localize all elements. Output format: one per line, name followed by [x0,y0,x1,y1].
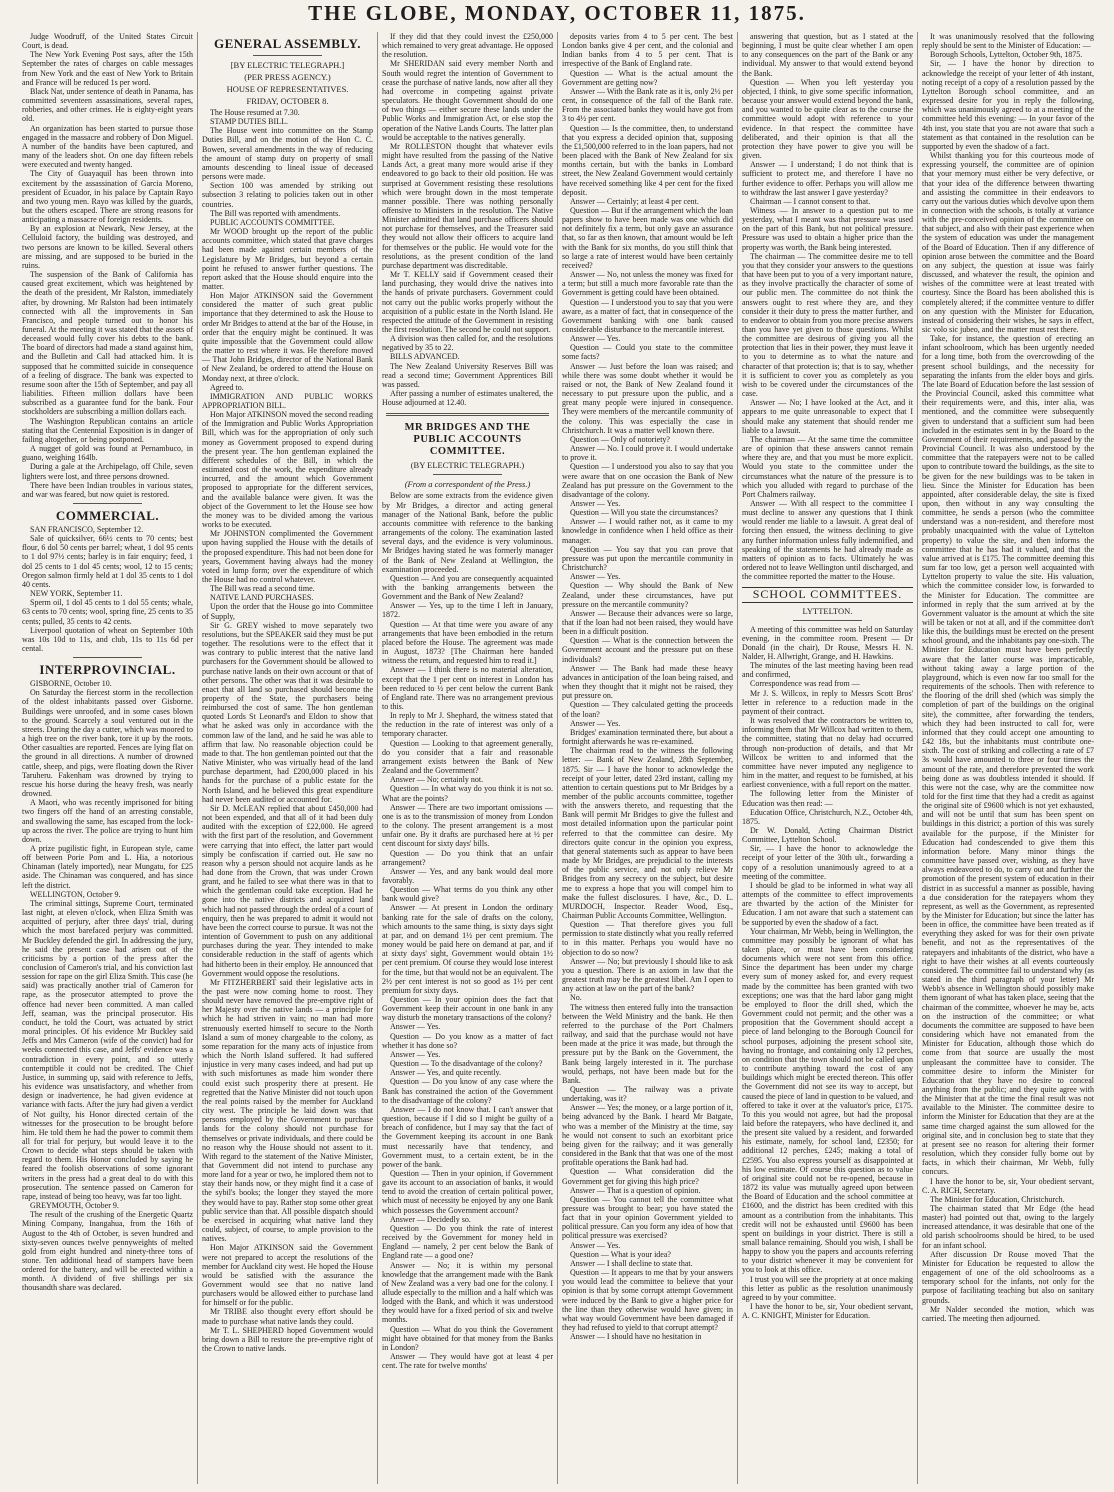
paragraph: Answer — Yes. [570,572,621,582]
paragraph: Question — What is the actual amount the Government are getting now? [562,68,733,87]
paragraph: Question — What consideration did the Government get for giving this high price? [562,1167,733,1186]
paragraph: Question — The railway was a private undertaking, was it? [562,1084,733,1104]
divider [433,474,501,475]
paragraph: Question — That therefore gives you full permission to state distinctly what you really referred to in this matter. Perhaps you would have no objection to do so now? [562,920,733,957]
paragraph: Answer — Yes. [570,498,621,508]
paragraph: Below are some extracts from the evidence given by Mr Bridges, a director and acting general manager of the National Bank, before the public accounts committee with reference to the banking arrangements of the colony. The examination lasted several days, and the evidence is very voluminous. Mr Bridges having stated he was formerly manager of the Bank of New Zealand at Wellington, the examination proceeded. [382,491,553,574]
paragraph: Bridges' examination terminated there, but about a fortnight afterwards he was re-examined. [562,727,733,747]
paragraph: The result of the crushing of the Energetic Quartz Mining Company, Inangahua, from the 16th of August to the 4th of October, is seven hundred and sixty-seven ounces twelve pennyweights of melted gold from eight hundred and ninety-three tons of stone. Ten additional head of stampers have been ordered for the battery, and will be erected within a month. A dividend of five shillings per six thousandth share was declared. [22,1210,193,1293]
paragraph: The chairman — At the same time the committee are of opinion that these answers cannot remain where they are, and that you must be more explicit. Would you state to the committee under the circumstances what the nature of the pressure is to which you alluded with regard to purchase of the Port Chalmers railway. [742,434,913,499]
paragraph: Answer — Yes, and quite recently. [390,1068,502,1078]
paragraph: The suspension of the Bank of California has caused great excitement, which was heightened by the death of the president, Mr Ralston, immediately after, by drowning. Mr Ralston had been intimately connected with all the improvements in San Francisco, and people turned out to honor his funeral. At the meeting it was stated that the assets of deceased would fully cover his debts to the bank. The board of directors had made a stand against him, and the Bulletin and Call had attacked him. It is supposed that he committed suicide in consequence of a feeling of disgrace. The bank was expected to resume soon after the 15th of September, and pay all liabilities. Fifteen million dollars have been subscribed as a guarantee fund for the bank. Four stockholders are subscribing a million dollars each. [22,270,193,417]
paragraph: A Maori, who was recently imprisoned for biting two fingers off the hand of an arresting constable, and swallowing the same, has escaped from the lock-up across the river. The police are trying to hunt him down. [22,798,193,844]
paragraph: NEW YORK, September 11. [30,589,123,599]
news-items [22,32,193,499]
paragraph: Mr T. KELLY said if Government ceased their land purchasing, they would drive the natives into the hands of private purchasers. Government could not carry out the public works properly without the acquisition of a public estate in the North Island. He respected the attitude of the Government in resisting the first resolution. The second he could not support. [382,270,553,334]
paragraph: Question — Looking to that agreement generally, do you consider that a fair and reasonable arrangement exists between the Bank of New Zealand and the Government? [382,738,553,776]
newspaper-masthead: THE GLOBE, MONDAY, OCTOBER 11, 1875. [308,1,806,25]
paragraph: Answer — I would rather not, as it came to my knowledge in confidence when I held office as their manager. [562,517,733,545]
general-assembly-heading: GENERAL ASSEMBLY. [214,36,361,51]
paragraph: Answer — No; I have looked at the Act, and it appears to me quite unreasonable to expect that I should make any statement that should render me liable to a lawsuit. [742,398,913,435]
correspondent-line: (From a correspondent of the Press.) [404,479,531,490]
paragraph: An organization has been started to pursue those engaged in the massacre and robbery of Don Miguel. A number of the bandits have been captured, and many of the leaders shot. On one day fifteen rebels were executed and twenty hanged. [22,123,193,170]
paragraph: A prize pugilistic fight, in European style, came off between Porie Pom and L. Hia, a notorious Chinaman (lately imported), near Mungatu, for £25 aside. The Chinaman was conquered, and has since left the district. [22,843,193,890]
paragraph: The New Zealand University Reserves Bill was read a second time; Government Apprentices Bill was passed. [382,361,553,389]
paragraph: IMMIGRATION AND PUBLIC WORKS APPROPRIATION BILL. [202,391,373,410]
paragraph: Question — Do you think the rate of interest received by the Government for money held in England — namely, 2 per cent below the Bank of England rate — a good one? [382,1223,553,1261]
paragraph: The New York Evening Post says, after the 15th September the rates of charges on cable messages from New York and the east of New York to Britain and France will be reduced 1s per word. [22,50,193,87]
paragraph: Answer — I do not know that. I can't answer that question, because if I did so I might be guilty of a breach of confidence, but I may say that the fact of the Government keeping its account in one Bank must necessarily have that tendency, and Government must, to a certain extent, be in the power of the bank. [382,1104,553,1169]
paragraph: Mr FITZHERBERT said their legislative acts in the past were now coming home to roost. They should never have removed the pre-emptive right of her Majesty over the native lands — a principle for which he had striven in vain; no man had more strenuously exerted himself to secure to the North Island a sum of money chargeable to the colony, as some reparation for the many acts of injustice from which the North Island suffered. It had suffered injustice in very many cases indeed, and had put up with such misfortunes as made him wonder there could exist such prosperity there at present. He regretted that the Native Minister did not touch upon the real points raised by the member for Auckland city west. The principle he laid down was that persons employed by the Government to purchase lands for the colony should not purchase for themselves or private individuals, and there could be no reason why the House should not assent to it. With regard to the statement of the Native Minister, that Government did not intend to purchase any more land for a year or two, he implored them not to stay their hands now, or they might find it a case of the sybil's books; the longer they stayed the more they would have to pay. Rather stop some other great public service than that. All possible dispatch should be exercised in acquiring what native land they could, subject, of course, to ample provision to the natives. [202,977,373,1244]
paragraph: Answer — Yes. [570,1240,621,1250]
divider [386,413,549,416]
paragraph: Question — I understood you to say that you were aware, as a matter of fact, that in consequence of the Government banking with one bank caused considerable disturbance to the mercantile interest. [562,297,733,334]
paragraph: Answer — No; certainly not. [390,775,484,785]
paragraph: Answer — Because their advances were so large, that if the loan had not been raised, they would have been in a difficult position. [562,608,733,637]
paragraph: STAMP DUTIES BILL. [210,117,288,127]
telegraph-line: [BY ELECTRIC TELEGRAPH.] [230,60,345,70]
paragraph: It was resolved that the contractors be written to, informing them that Mr Willcox had written to them, the committee, stating that no delay had occurred through non-production of details, and that Mr Willcox be written to and informed that the committee have never imputed any negligence to him in the matter, and request to be furnished, at his earliest convenience, with a full report on the matter. [742,716,913,790]
paragraph: The minutes of the last meeting having been read and confirmed, [742,661,913,680]
divider [73,657,141,658]
paragraph: Question — It appears to me that by your answers you would lead the committee to believe that your opinion is that by some corrupt attempt Government were induced by the Bank to give a higher price for the line than they otherwise would have given; in what way would Government have been damaged if they had refused to yield to that corrupt attempt? [562,1268,733,1333]
paragraph: Answer — Yes. [390,1049,441,1059]
paragraph: Question — Could you state to the committee some facts? [562,343,733,362]
paragraph: By an explosion at Newark, New Jersey, at the Celluloid factory, the building was destroyed, and two persons are known to be killed. Several others are missing, and are supposed to be buried in the ruins. [22,224,193,270]
paragraph: NATIVE LAND PURCHASES. [210,593,314,603]
paragraph: Mr JOHNSTON complimented the Government upon having supplied the House with the details of the proposed expenditure. This had not been done for years, Government having always had the money voted in lump form; over the expenditure of which the House had no control whatever. [202,529,373,584]
paragraph: Question — To the disadvantage of the colony? [390,1059,543,1069]
bridges-evidence-continued [562,32,733,1341]
paragraph: Mr WOOD brought up the report of the public accounts committee, which stated that grave charges had been made against certain members of the Legislature by Mr Bridges, but beyond a certain point he refused to answer further questions. The report asked that the House should enquire into the matter. [202,227,373,291]
paragraph: Answer — I should have no hesitation in [570,1332,702,1342]
paragraph: Mr TRIBE also thought every effort should be made to purchase what native lands they could. [202,1307,373,1326]
paragraph: Answer — No; but previously I should like to ask you a question. There is an axiom in law that the greatest truth may be the greatest libel. Am I open to any action at law on the part of the bank? [562,956,733,994]
paragraph: Question — In your opinion does the fact that Government keep their account in one bank in any way disturb the monetary transactions of the colony? [382,995,553,1023]
paragraph: Question — Then in your opinion, if Government gave its account to an association of banks, it would tend to avoid the creation of certain political power, which must of necessity be enjoyed by any one Bank which possesses the Government account? [382,1168,553,1215]
paragraph: Question — And you are consequently acquainted with the banking arrangements between the Government and the Bank of New Zealand? [382,573,553,602]
newspaper-columns [18,32,1102,1484]
paragraph: Whilst thanking you for this courteous mode of expressing yourself, the committee are of opinion that your memory must either be very defective, or that your idea of the difference between thwarting and assisting the committee in their endeavors to carry out the various duties which devolve upon them in connection with the schools, is totally at variance with the pre-conceived opinion of the committee on that subject, and also with their past experience when the system of education was under the management of the Board of Education. Then if any difference of opinion arose between the committee and the Board on any subject, the question at issue was fairly discussed, and whatever the result, the opinion and wishes of the committee were at least treated with courtesy. Since the Board has been abolished this is completely altered; if the committee venture to differ on any question with the Minister for Education, instead of considering their wishes, he says in effect, sic volo sic jubeo, and the matter must rest there. [922,151,1094,334]
paragraph: Question — Do you think that an unfair arrangement? [382,848,553,867]
paragraph: Dr W. Donald, Acting Chairman District Committee, Lyttelton School. [742,825,913,845]
paragraph: Answer — Just before the loan was raised; and while there was some doubt whether it would be raised or not, the Bank of New Zealand found it necessary to put pressure upon the public, and a great many people were injured in consequence. They were members of the mercantile community of the colony. This was especially the case in Christchurch. It was a matter well known there. [562,361,733,435]
paragraph: Answer — Decidedly so. [390,1214,471,1224]
paragraph: A nugget of gold was found at Pernambuco, in guano, weighing 164lb. [22,444,193,463]
paragraph: BILLS ADVANCED. [390,352,460,362]
paragraph: Question — Is the committee, then, to understand that you express a decided opinion that, supposing the £1,500,000 referred to in the loan papers, had not been placed with the Bank of New Zealand for six months certain, but with the banks in Lombard street, the New Zealand Government would certainly have received something like 4 per cent for the fixed deposit. [562,123,733,197]
assembly-items [202,108,373,1353]
paragraph: GISBORNE, October 10. [30,679,112,689]
paragraph: Question — Do you know as a matter of fact whether it has done so? [382,1031,553,1050]
paragraph: On Saturday the fiercest storm in the recollection of the oldest inhabitants passed over Gisborne. Buildings were unroofed, and in some cases blown to the ground. Scarcely a soul ventured out in the streets. During the day a cutter, which was moored to a high tree on the river bank, tore it up by the roots. Other casualties are reported. Fences are lying flat on the ground in all directions. A number of drowned cattle, sheep, and pigs, were floating down the River Taruheru. Fakenham was drowned by trying to rescue his horse during the heavy fresh, was nearly drowned. [22,688,193,799]
school-committees-heading: SCHOOL COMMITTEES. [742,587,913,602]
school-items-continued [922,32,1094,1323]
paragraph: Answer — Yes, and any bank would deal more favorably. [382,866,553,885]
paragraph: Question — What is the connection between the Government account and the pressure put on these individuals? [562,636,733,664]
paragraph: Borough Schools, Lyttelton, October 9th, 1875. [930,50,1083,60]
paragraph: After passing a number of estimates unaltered, the House adjourned at 12.40. [382,389,553,408]
paragraph: Answer — They would have got at least 4 per cent. The rate for twelve months' [382,1352,553,1371]
lyttelton-subheading: LYTTELTON. [802,605,853,616]
paragraph: The chairman — The committee desire me to tell you that they consider your answers to the questions that have been put to you of a very important nature, as they involve practically the character of some of our public men. The committee do not think the answers ought to rest where they are, and they consider it their duty to press the matter further, and to endeavor to obtain from you more precise answers than you have yet given to those questions. Whilst the committee are desirous of giving you all the protection that lies in their power, they must leave it to you to determine as to what the nature and character of that protection is; that is to say, whether it is sufficient to cover you as completely as you wish to be covered under the circumstances of the case. [742,251,913,399]
paragraph: Chairman — I cannot consent to that. [750,196,871,206]
paragraph: Correspondence was read from — [750,679,860,689]
paragraph: No. [570,993,582,1003]
paragraph: Answer — The Bank had made these heavy advances in anticipation of the loan being raised, and when they thought that it might not be raised, they put pressure on. [562,663,733,701]
paragraph: Question — What do you think the Government might have obtained for that money from the Banks in London? [382,1324,553,1352]
paragraph: Question — You cannot tell the committee what pressure was brought to bear; you have stated the fact that in your opinion Government yielded to political pressure. Can you form any idea of how that political pressure was exercised? [562,1194,733,1241]
paragraph: Sir, — I have the honor by direction to acknowledge the receipt of your letter of 4th instant, noting receipt of a copy of a resolution passed by the Lyttelton Borough school committee, and an expressed desire for you in reply the following, which was unanimously agreed to at a meeting of the committee held this evening: — In your favor of the 4th inst, you state that you are not aware that such a statement as that contained in the resolution can be supported by even the shadow of a fact. [922,59,1094,151]
paragraph: Answer — I think there is no material alteration, except that the 1 per cent on interest in London has been reduced to ½ per cent below the current Bank of England rate. There was no arrangement previous to this. [382,665,553,711]
paragraph: It was unanimously resolved that the following reply should be sent to the Minister of Education: — [922,32,1094,51]
column-4 [558,32,738,1484]
paragraph: Your chairman, Mr Webb, being in Wellington, the committee may possibly be ignorant of what has taken place, or must have been considering documents which were not sent from this office. Since the department has been under my charge every sum of money asked for, and every request made by the committee has been granted with two exceptions; one was that the hard labor gang might be employed to floor the drill shed, which the Government could not permit; and the other was a proposition that the Government should accept a piece of land belonging to the Borough Council for school purposes, adjoining the present school site, having no frontage, and containing only 12 perches, on condition that the town should not be called upon to contribute anything toward the cost of any buildings which might be erected thereon. This offer the Government did not see its way to accept, but caused the piece of land in question to be valued, and offered to take it over at the valuator's price, £175. To this you would not agree, but had the proposal laid before the ratepayers, who have declined it, and the present site valued by a resident, and forwarded his estimate, namely, for school land, £2350; for additional 12 perches, £245; making a total of £2595. You also express yourself as disappointed at his low estimate. Of course this question as to value of original site could not be re-opened, because in 1872 its value was mutually agreed upon between the Board of Education and the school committee at £1600, and the district has been credited with this amount as a contribution from the inhabitants. This credit will not be exhausted until £9600 has been spent on buildings in your district. There is still a small balance remaining. Should you wish, I shall be happy to show you the papers and accounts referring to your district whenever it may be convenient for you to look at this office. [742,926,913,1275]
paragraph: A meeting of this committee was held on Saturday evening, in the committee room. Present — Dr Donald (in the chair), Dr Rouse, Messrs H. N. Nalder, H. Allwright, Grange, and H. Hawkins. [742,624,913,661]
house-line: HOUSE OF REPRESENTATIVES. [226,84,349,94]
column-2 [198,32,378,1484]
paragraph: WELLINGTON, October 9. [30,889,121,899]
paragraph: Question — Do you know of any case where the Bank has constrained the action of the Government to the disadvantage of the colony? [382,1077,553,1105]
paragraph: Answer — With the Bank rate as it is, only 2½ per cent, in consequence of the fall of the Bank rate. From the associated banks they would have got from 3 to 4½ per cent. [562,86,733,124]
divider [73,503,141,504]
paragraph: Mr ROLLESTON thought that whatever evils might have resulted from the passing of the Native Lands Act, a great many more would arise if they endeavored to go back to their old position. He was surprised at Government resisting these resolutions which were brought down in the most temperate manner possible. There was nothing personally offensive to Ministers in the resolution. The Native Minister admitted that land purchase officers should not purchase for themselves, and the Treasurer said they would not allow their officers to acquire land for themselves or the public. He would vote for the resolutions, as the present condition of the land purchase department was discreditable. [382,141,553,270]
paragraph: The House went into committee on the Stamp Duties Bill, and on the motion of the Hon C. C. Bowen, several amendments in the way of reducing the amount of stamp duty on property of small amounts descending to lineal issue of deceased persons were made. [202,126,373,182]
commercial-heading: COMMERCIAL. [55,507,160,523]
paragraph: Answer — With all respect to the committee I must decline to answer any questions that I think would render me liable to a lawsuit. A great deal of forcing then ensued, the witness declining to give any further information unless fully indemnified, and speaking of the statements he had already made as matters of opinion as to facts. Ultimately he was ordered not to leave Wellington until discharged, and the committee reported the matter to the House. [742,498,913,582]
paragraph: Question — What is your idea? [570,1249,671,1259]
paragraph: Section 100 was amended by striking out subsection 3 relating to policies taken out in other countries. [202,181,373,209]
paragraph: Sale of quicksilver, 66½ cents to 70 cents; best flour, 6 dol 50 cents per barrel; wheat, 1 dol 95 cents to 1 dol 97½ cents; barley is in fair enquiry; feed, 1 dol 25 cents to 1 dol 45 cents; wool, 12 to 15 cents; Oregon salmon firmly held at 1 dol 35 cents to 1 dol 40 cents. [22,534,193,589]
paragraph: Question — Will you state the circumstances? [570,508,718,518]
paragraph: The witness then entered fully into the transaction between the Weld Ministry and the bank. He then referred to the purchase of the Port Chalmers railway, and said that the purchase would not have been made at the price it was made, but through the pressure put by the Bank on the Government, the Bank being largely interested in it. The purchase would, perhaps, not have been made but for the Bank. [562,1002,733,1085]
paragraph: Black Nat, under sentence of death in Panama, has committed seventeen assassinations, several rapes, robberies, and other crimes. He is eighty-eight years old. [22,86,193,124]
paragraph: Judge Woodruff, of the United States Circuit Court, is dead. [22,32,193,51]
school-items [742,625,913,1321]
paragraph: Liverpool quotation of wheat on September 10th was 10s 10d to 11s, and club, 11s to 11s 6d per cental. [22,625,193,653]
paragraph: Mr T. L. SHEPHERD hoped Government would bring down a Bill to restore the pre-emptive right of the Crown to native lands. [202,1325,373,1354]
paragraph: Question — You say that you can prove that pressure was put upon the mercantile community in Christchurch? [562,544,733,573]
paragraph: I have the honor to be, sir, Your obedient servant, A. C. KNIGHT, Minister for Education. [742,1302,913,1321]
column-6 [918,32,1098,1484]
assembly-continued [382,32,553,407]
divider [793,620,861,621]
paragraph: Sperm oil, 1 dol 45 cents to 1 dol 55 cents; whale, 63 cents to 70 cents; wool, spring fine, 25 cents to 35 cents; pulled, 35 cents to 42 cents. [22,598,193,626]
column-3 [378,32,558,1484]
paragraph: In reply to Mr J. Shephard, the witness stated that the reduction in the rate of interest was only of a temporary character. [382,711,553,739]
bridges-evidence [382,491,553,1370]
paragraph: The following letter from the Minister of Education was then read: — [742,789,913,808]
bridges-heading: MR BRIDGES AND THE PUBLIC ACCOUNTS COMMITTEE. [404,422,531,458]
telegraph-line: (BY ELECTRIC TELEGRAPH.) [410,460,525,471]
paragraph: Question — But if the arrangement which the loan papers show to have been made was one which did not definitely fix a term, but only gave an assurance that, so far as then known, that amount would be left with the Bank for six months, do you still think that so large a rate of interest would have been certainly received? [562,205,733,270]
paragraph: Hon Major ATKINSON said the Government were not prepared to accept the resolutions of the member for Auckland city west. He hoped the House would be satisfied with the assurance the Government would see that no native land purchasers would be allowed either to purchase land for himself or for the public. [202,1243,373,1308]
column-5 [738,32,918,1484]
paragraph: Answer — No, not unless the money was fixed for a term; but still a much more favorable rate than the Government is getting could have been obtained. [562,270,733,298]
paragraph: I have the honor to be, sir, Your obedient servant, C. A. RICH, Secretary. [922,1176,1094,1195]
date-line: FRIDAY, OCTOBER 8. [246,96,329,106]
paragraph: Answer — There are two important omissions — one is as to the transmission of money from London to the colony. The present arrangement is a most unfair one. By it drafts are purchased here at ½ per cent discount for sixty days' bills. [382,802,553,849]
paragraph: Question — They calculated getting the proceeds of the loan? [562,700,733,719]
paragraph: answering that question, but as I stated at the beginning, I must be quite clear whether I am open to any consequences on the part of the Bank or any individual. My answer to that would extend beyond the Bank. [742,32,913,78]
paragraph: Mr Nalder seconded the motion, which was carried. The meeting then adjourned. [922,1304,1094,1323]
paragraph: The Washington Republican contains an article stating that the Centennial Exposition is in danger of failing altogether, or being postponed. [22,416,193,444]
paragraph: Answer — Yes. [570,718,621,728]
paragraph: Question — Why should the Bank of New Zealand, under these circumstances, have put pressure on the mercantile community? [562,581,733,609]
paragraph: The House resumed at 7.30. [210,108,300,117]
paragraph: Answer — I understand; I do not think that is sufficient to protect me, and therefore I have no further evidence to offer. Perhaps you will allow me to withdraw the last answer I gave yesterday? [742,160,913,197]
paragraph: Answer — Yes. [390,1022,441,1032]
paragraph: Witness — In answer to a question put to me yesterday, what I meant was that pressure was used on the part of this Bank, but not political pressure. Pressure was used to obtain a higher price than the property was worth, the Bank being interested. [742,205,913,252]
paragraph: deposits varies from 4 to 5 per cent. The best London banks give 4 per cent, and the colonial and Indian banks from 4 to 5 per cent. That is irrespective of the Bank of England rate. [562,32,733,69]
paragraph: Question — I understood you also to say that you were aware that on one occasion the Bank of New Zealand has put pressure on the Government to the disadvantage of the colony. [562,462,733,499]
paragraph: The criminal sittings, Supreme Court, terminated last night, at eleven o'clock, when Eliza Smith was acquitted of perjury, after three days' trial, during which the most barefaced perjury was committed. Mr Buckley defended the girl. In addressing the jury, he said the present case had arisen out of the criticisms by a portion of the press after the conclusion of Cameron's trial, and his conviction last session for rape on the girl Eliza Smith. This case (he said) was practically another trial of Cameron for rape, as the prosecutor attempted to prove the offence had never been committed. A man called Jeff, seaman, was the principal prosecutor. His conduct, he told the Court, was actuated by strict moral principles. Of his evidence Mr Buckley said Jeffs and Mrs Cameron (wife of the convict) had for weeks connected this case, and Jeffs' evidence was a contradiction in every point, and so utterly contemptible it could not be credited. The Chief Justice, in summing up, said with reference to Jeffs, his evidence was unsatisfactory, and whether from design or inadvertence, he had given evidence at variance with facts. After the jury had given a verdict of Not guilty, his Honor directed certain of the witnesses for the prosecution to be brought before him. He told them he had the power to commit them all for trial for perjury, but would leave it to the Crown to decide what steps should be taken with regard to them. His Honor concluded by saying he feared the foolish observations of some ignorant writers in the press had a great deal to do with this prosecution. The sentence passed on Cameron for rape, instead of being too heavy, was far too light. [22,898,193,1201]
bridges-evidence-final [742,32,913,581]
paragraph: Agreed to. [210,382,244,392]
paragraph: The City of Guayaquil has been thrown into excitement by the assassination of Garcia Moreno, president of Ecuador, in his palace by Captain Rayo and two young men. Rayo was killed by the guards, but the others escaped. There are strong reasons for anticipating a massacre of foreign residents. [22,169,193,225]
paragraph: Take, for instance, the question of erecting an infant schoolroom, which has been urgently needed for a long time, both from the overcrowding of the present school buildings, and the necessity for separating the infants from the elder boys and girls. The late Board of Education before the last session of the Provincial Council, asked this committee what their requirements were, and this, inter alia, was mentioned, and the committee were subsequently given to understand that a sufficient sum had been included in the estimates sent in by the Board to the Government of their requirements, and passed by the Provincial Council. It was also understood by the committee that the ratepayers were not to be called upon to contribute toward the buildings, as the site to be given for the new buildings was to be taken in lieu. Since the Minister for Education has been appointed, after considerable delay, the site is fixed upon, then without in any way consulting the committee, he sends a person (who the committee understand was a non-resident, and therefore most probably unacquainted with the value of Lyttelton property) to value the site, and then informs the committee that he has had it valued, and that the value arrived at is £175. The committee deeming this sum far too low, get a person well acquainted with Lyttelton property to value the site. His valuation, which the committee consider low, is forwarded to the Minister for Education. The committee are informed in reply that the sum arrived at by the Government valuator is the amount at which the site will be taken or not at all, and if the committee don't like this, the buildings must be erected on the present school ground, and the inhabitants pay one-sixth. The Minister for Education must have been perfectly aware that the latter course was impracticable, without taking away a large portion of the playground, which is even now far too small for the requirements of the schools. Then with reference to the flooring of the drill shed (which was simply the completion of part of the buildings on the original site), the committee, after forwarding the tenders, which they had been instructed to call for, were informed that they could accept one amounting to £42 18s, but the inhabitants must contribute one-sixth. The cost of striking and collecting a rate of £7 3s would have amounted to three or four times the amount of the rate, and therefore prevented the work being done as was doubtless intended it should. If this were not the case, why are the committee now told for the first time that they had a credit as against the original site of £9600 which is not yet exhausted, and will not be until that sum has been spent on buildings in this district; a portion of this was surely available for the purpose, if the Minister for Education had condescended to give them this information before. Many minor things the committee have passed over, wishing, as they have always endeavored to do, to carry out and further the promotion of the present system of education in their district in as successful a manner as possible, having a due consideration for the ratepayers whom they represent, as well as the Government, as represented by the Minister for Education; but since the latter has been in office, the committee have been treated as if everything they asked for was for their own private benefit, and not as the representatives of the ratepayers and inhabitants of the district, who have a right to have their wishes at all events courteously considered. The committee fail to understand why (as stated in the third paragraph of your letter) Mr Webb's absence in Wellington should possibly make them ignorant of what has taken place, seeing that the chairman of the committee, whoever he may be, acts on the instruction of the committee; or what documents the committee are supposed to have been considering which have not emanated from the Minister for Education, although those which do come from that source are usually the most unpleasant the committee have to consider. The committee desire to inform the Minister for Education that they have no desire to conceal anything from the public; and they quite agree with the Minister that at the time the final result was not available to the Minister. The committee desire to inform the Minister for Education that they are at the same time charged against the sum allowed for the original site, and in conclusion beg to state that they at present see no reason for altering their former resolution, which they consider fully borne out by facts, in which their chairman, Mr Webb, fully concurs. [922,334,1094,1177]
paragraph: PUBLIC ACCOUNTS COMMITTEE. [210,217,335,227]
paragraph: Sir G. GREY wished to move separately two resolutions, but the SPEAKER said they must be put together. The resolutions were to the effect that it was contrary to public interest that the native land purchasers for the Government should be allowed to purchase native lands on their own account or that of other persons. The other was that it was desirable to enact that all land so purchased should become the property of the State, the purchasers being reimbursed the cost of same. The hon gentleman quoted Lords St Leonard's and Eldon to show that what he asked was only in accordance with the common law of the land, and he said he was able to affirm that law. No reasonable objection could be made to that. The hon gentleman pointed out that the Native Minister, who was virtually head of the land purchase department, had £200,000 placed in his hands for the purchase of a public estate for the North Island, and he believed this great expenditure had never been audited or accounted for. [202,620,373,804]
paragraph: Question — At that time were you aware of any arrangements that have been embodied in the return placed before the House. The agreement was made in August, 1873? [The Chairman here handed witness the return, and requested him to read it.] [382,619,553,666]
paragraph: During a gale at the Archipelago, off Chile, seven lighters were lost, and three persons drowned. [22,462,193,481]
paragraph: Answer — At present in London the ordinary banking rate for the sale of drafts on the colony, which amounts to the same thing, is sixty days sight at par, and on demand 1½ per cent premium. The money would be paid here on demand at par, and if at sixty days' sight, Government would obtain 1½ per cent premium. Of course they would lose interest for the time, but that would not be an equivalent. The 2½ per cent interest is not so good as 1½ per cent premium for sixty days. [382,903,553,995]
paragraph: Answer — Certainly; at least 4 per cent. [570,196,699,206]
paragraph: Hon Major ATKINSON said the Government considered the matter of such great public importance that they determined to ask the House to order Mr Bridges to attend at the bar of the House, in order that the enquiry might be continued. It was quite impossible that the Government could allow the matter to rest where it was. He therefore moved — That John Bridges, director of the National Bank of New Zealand, be ordered to attend the House on Monday next, at three o'clock. [202,291,373,383]
paragraph: I trust you will see the propriety at at once making this letter as public as the resolution unanimously agreed to by your committee. [742,1274,913,1302]
paragraph: Answer — Yes; the money, or a large portion of it, being advanced by the Bank. I heard Mr Batgate, who was a member of the Ministry at the time, say he would not consent to such an exorbitant price being given for the railway; and it was generally considered in the Bank that that was one of the most profitable operations the Bank had had. [562,1103,733,1168]
paragraph: The chairman stated that Mr Edge (the head master) had pointed out that, owing to the largely increased attendance, it was desirable that one of the old parish schoolrooms should be hired, to be used for an infant school. [922,1204,1094,1250]
commercial-items [22,525,193,653]
paragraph: Hon Major ATKINSON moved the second reading of the Immigration and Public Works Appropriation Bill, which was for the appropriation of only such money as Government proposed to expend during the present year. The hon gentleman explained the different schedules of the Bill, in which the estimated cost of the work, the expenditure already incurred, and the amount which Government proposed to appropriate for the different services, and the available balance were given. It was the object of the Government to let the House see how the money was to be divided among the various works to be executed. [202,410,373,530]
paragraph: Answer — I shall decline to state that. [570,1258,693,1268]
paragraph: GREYMOUTH, October 9. [30,1201,119,1211]
paragraph: After discussion Dr Rouse moved That the Minister for Education be requested to allow the engagement of one of the old schoolrooms as a temporary school for the infants, not only for the purpose of facilitating teaching but also on sanitary grounds. [922,1249,1094,1305]
divider [253,55,321,56]
paragraph: Education Office, Christchurch, N.Z., October 4th, 1875. [742,807,913,826]
paragraph: SAN FRANCISCO, September 12. [30,524,144,534]
paragraph: Question — Only of notoriety? [570,434,670,444]
interprovincial-heading: INTERPROVINCIAL. [39,662,176,678]
paragraph: Mr SHERIDAN said every member North and South would regret the intention of Government to cease the purchase of native lands, now after all they had overcome in competing against private speculators. He thought Government should do one of two things — either secure these lands under the Public Works and Immigration Act, or else stop the operation of the Native Lands Courts. The latter plan would be acceptable to the natives generally. [382,59,553,142]
paragraph: I should be glad to be informed in what way all attempts of the committee to effect improvements are thwarted by the action of the Minister for Education. I am not aware that such a statement can be supported by even the shadow of a fact. [742,880,913,927]
paragraph: A division was then called for, and the resolutions negatived by 35 to 22. [382,334,553,353]
paragraph: Question — When you left yesterday you objected, I think, to give some specific information, because your answer would extend beyond the bank, and you wanted to be quite clear as to the course the committee would adopt with reference to your evidence. In that respect the committee have deliberated, and their opinion is that all the protection they have power to give you will be given. [742,77,913,161]
paragraph: Sir D. McLEAN replied that about £450,000 had not been expended, and that all of it had been duly audited with the exception of £22,000. He agreed with the first part of the resolution, and Government were carrying that into effect, the latter part would simply be confiscation if carried out. He saw no reason why a person should not acquire lands as he had done from the Crown, that was under Crown grant, and he failed to see what there was in that to which the gentleman could take exception. Had he gone into the native districts and acquired land which had not passed through the ordeal of a court of enquiry, then he was prepared to admit it would not have been the correct course to pursue. It was not the intention of Government to push on any additional purchases during the year. They intended to make considerable reduction in the staff of agents which had hitherto been in their employ. He announced that Government would oppose the resolutions. [202,803,373,978]
press-agency-line: (PER PRESS AGENCY.) [244,72,331,82]
paragraph: Answer — That is a question of opinion. [570,1185,701,1195]
paragraph: Answer — No; it is within my personal knowledge that the arrangement made with the Bank of New Zealand was a very bad one for the colony. I allude especially to the million and a half which was lodged with the Bank, and which it was understood they would have for a fixed period of six and twelve months. [382,1260,553,1325]
paragraph: Question — In what way do you think it is not so. What are the points? [382,784,553,803]
paragraph: Sir, — I have the honor to acknowledge the receipt of your letter of the 30th ult., forwarding a copy of a resolution unanimously agreed to at a meeting of the committee. [742,844,913,881]
interprovincial-items [22,679,193,1292]
paragraph: Answer — Yes, up to the time I left in January, 1872. [382,601,553,620]
paragraph: The Bill was read a second time. [210,584,315,594]
paragraph: Mr J. S. Willcox, in reply to Messrs Scott Bros' letter in reference to a reduction made in the payment of their contract. [742,688,913,716]
paragraph: Upon the order that the House go into Committee of Supply, [202,602,373,621]
column-1 [18,32,198,1484]
paragraph: The Bill was reported with amendments. [210,208,341,218]
paragraph: Answer — Yes. [570,334,621,344]
paragraph: Question — What terms do you think any other bank would give? [382,885,553,904]
paragraph: If they did that they could invest the £250,000 which remained to very great advantage. He opposed the resolution. [382,32,553,60]
paragraph: The chairman read to the witness the following letter: — Bank of New Zealand, 28th September, 1875. Sir — I have the honor to acknowledge the receipt of your letter, dated 23rd instant, calling my attention to certain questions put to Mr Bridges by a member of the public accounts committee, together with the answers thereto, and requesting that the Bank will permit Mr Bridges to give the fullest and most detailed information upon the particular point referred to that the committee can desire. My directors quite concur in the opinion you express, that general statements such as appear to have been made by Mr Bridges, are prejudicial to the interests of the public service, and not only relieve Mr Bridges from any secrecy on the subject, but desire me to express a hope that you will compel him to make the fullest disclosures. I have, &c., D. L. MURDOCH, Inspector. Reader Wood, Esq., Chairman Public Accounts Committee, Wellington. [562,746,733,920]
paragraph: There have been Indian troubles in various states, and war was feared, but now quiet is restored. [22,480,193,499]
paragraph: The Minister for Education, Christchurch. [930,1194,1065,1204]
paragraph: Answer — No. I could prove it. I would undertake to prove it. [562,444,733,463]
